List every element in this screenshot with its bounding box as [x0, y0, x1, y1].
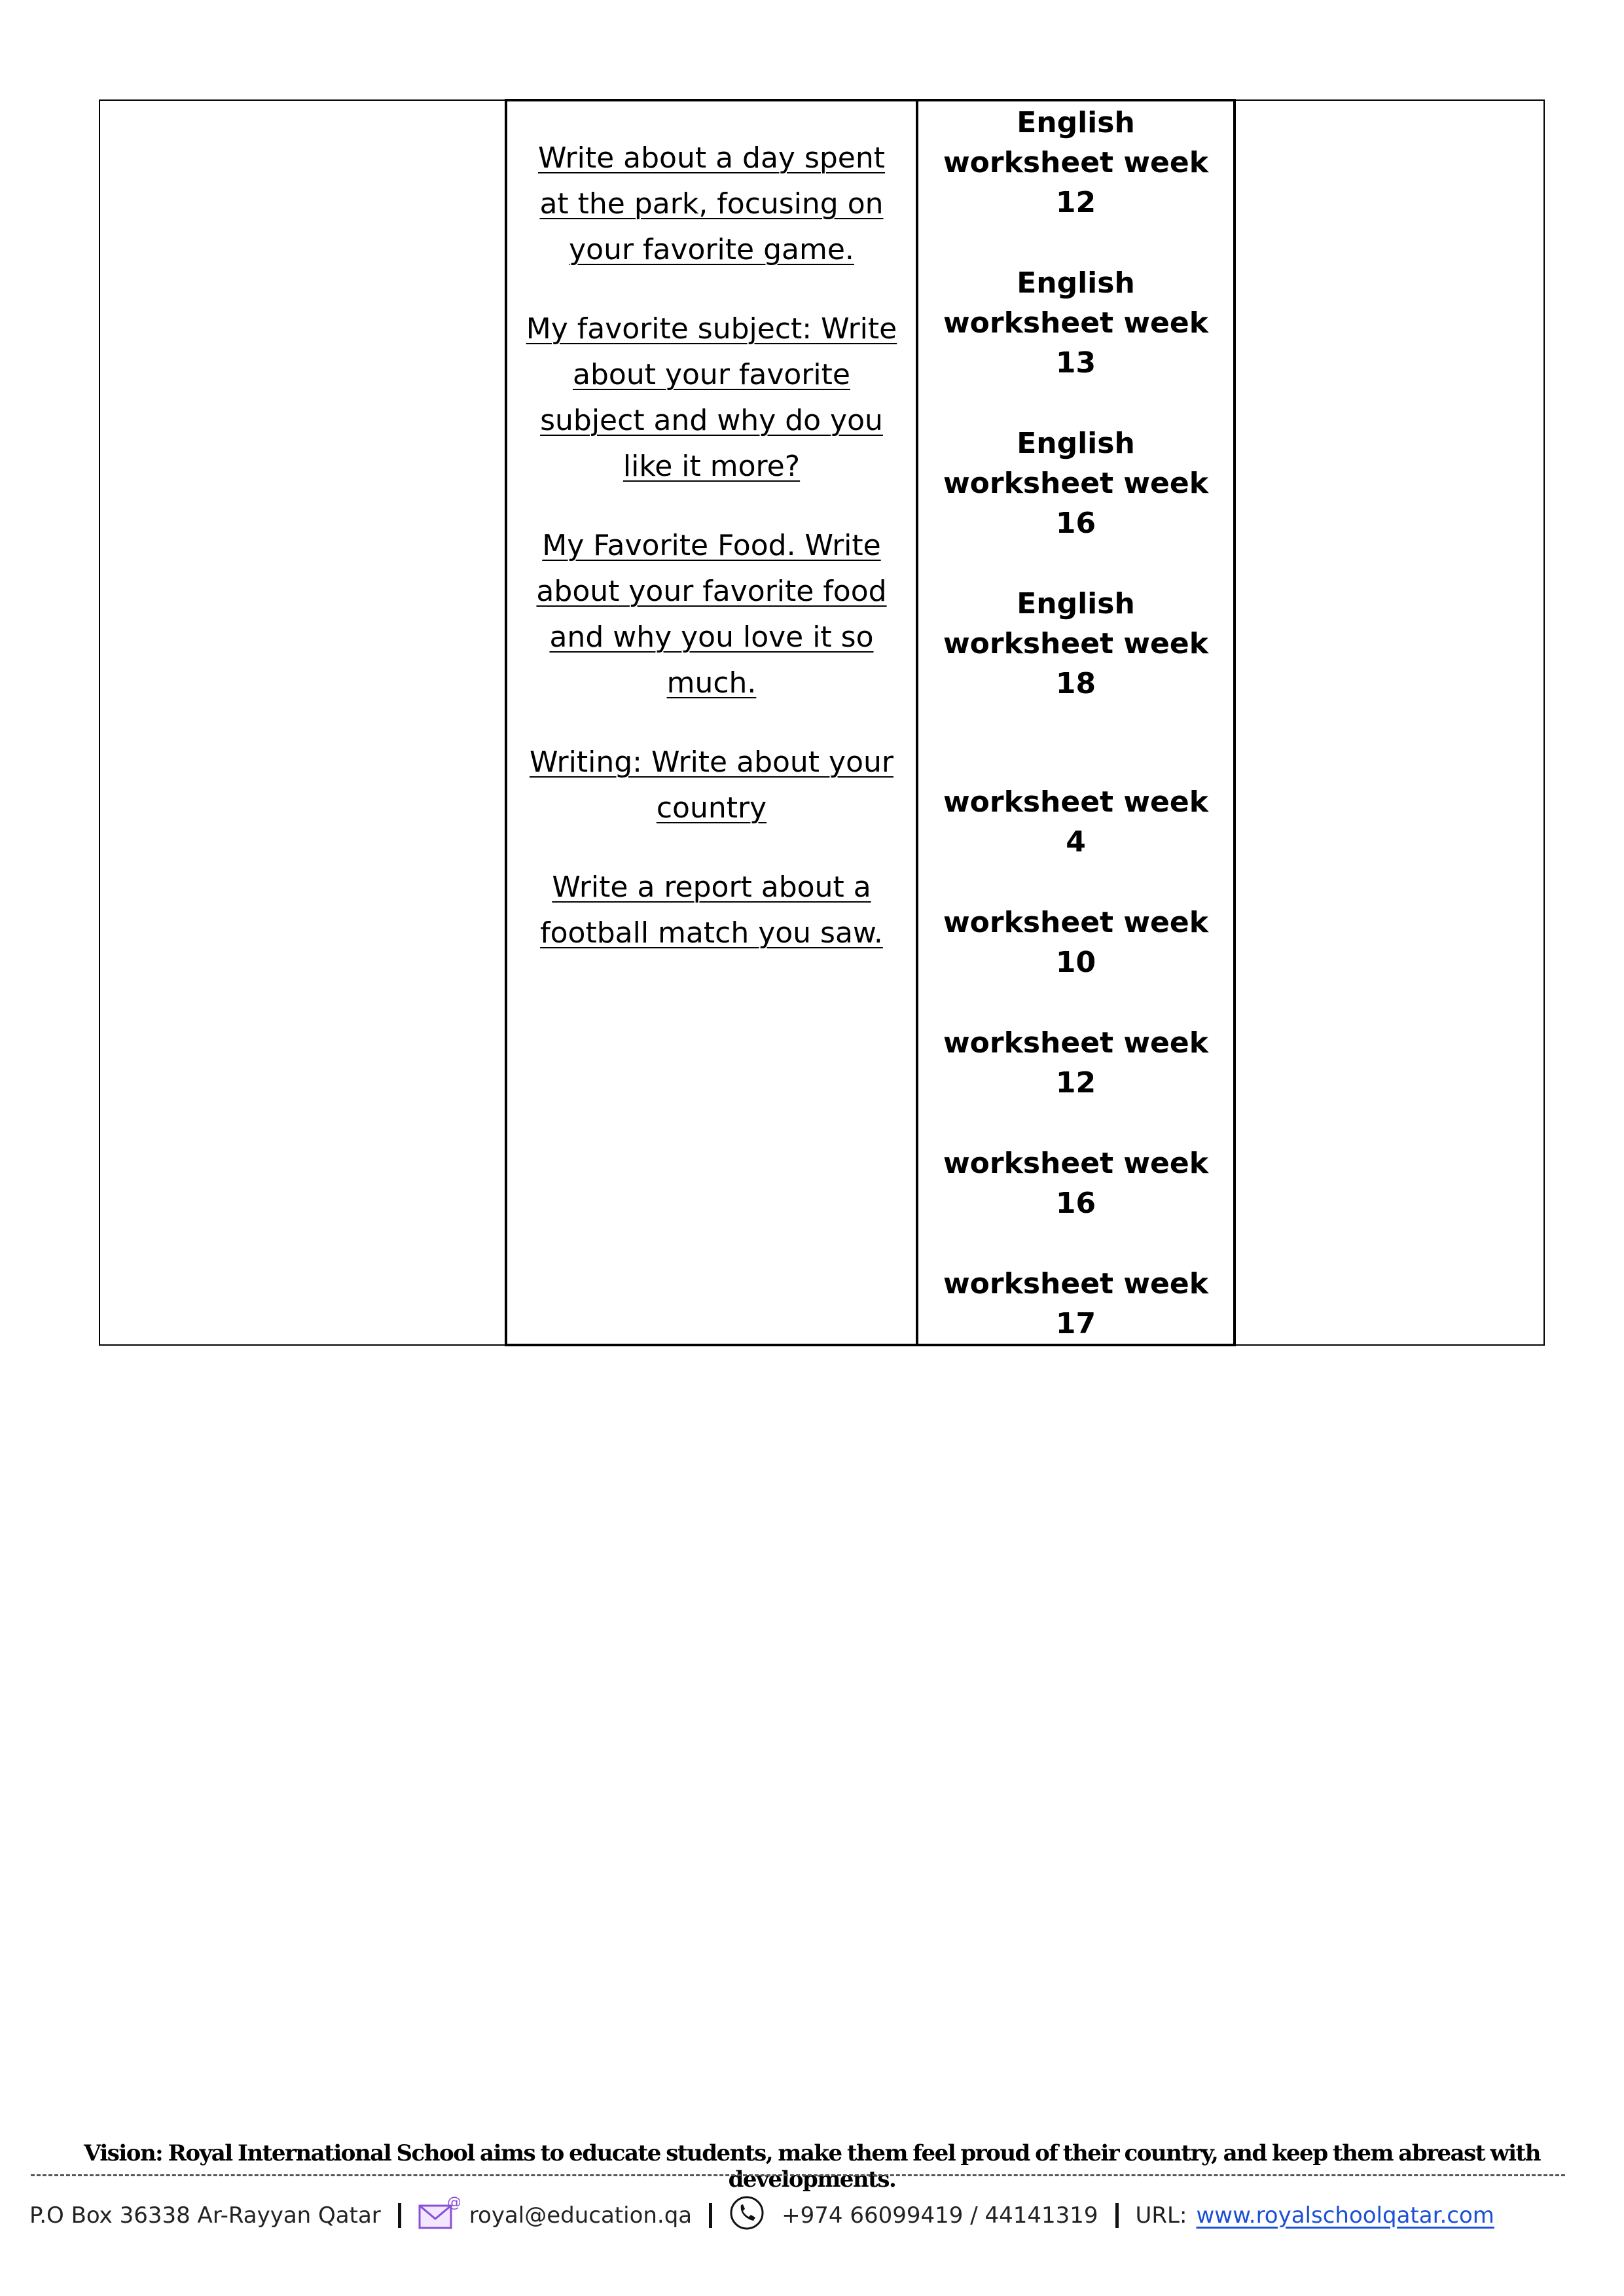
worksheet-item: worksheet week 12: [943, 1026, 1208, 1100]
svg-text:@: @: [446, 2195, 460, 2211]
separator: [709, 2203, 712, 2228]
worksheet-item: English worksheet week 16: [943, 427, 1208, 540]
separator: [398, 2203, 401, 2228]
worksheet-item: English worksheet week 13: [943, 266, 1208, 380]
writing-prompt: Writing: Write about your country: [530, 745, 893, 825]
phone-icon: [729, 2195, 765, 2236]
writing-prompt: Write about a day spent at the park, focusing on your favorite game.: [537, 141, 886, 266]
writing-prompt: My favorite subject: Write about your favorite subject and why do you like it more?: [526, 312, 897, 483]
email-link[interactable]: royal@education.qa: [469, 2202, 693, 2229]
worksheet-item: English worksheet week 18: [943, 587, 1208, 700]
empty-cell-left: [99, 100, 506, 1345]
worksheet-item: English worksheet week 12: [943, 106, 1208, 219]
writing-prompts-cell: [506, 100, 917, 1345]
empty-cell-right: [1235, 100, 1544, 1345]
vision-statement: Vision: Royal International School aims to educate students, make them feel proud of their country, and keep them abreast with developments.: [84, 2140, 1540, 2193]
footer-divider: [31, 2174, 1565, 2176]
worksheets-cell: [917, 100, 1235, 1345]
curriculum-table: [99, 99, 1545, 1346]
worksheet-item: worksheet week 10: [943, 906, 1208, 979]
writing-prompts-list: [507, 101, 916, 956]
worksheets-list: [918, 101, 1233, 1344]
phone-number: +974 66099419 / 44141319: [782, 2202, 1098, 2229]
table-row: [99, 100, 1544, 1345]
separator: [1115, 2203, 1119, 2228]
worksheet-item: worksheet week 4: [943, 785, 1208, 859]
address-text: P.O Box 36338 Ar-Rayyan Qatar: [29, 2202, 381, 2229]
writing-prompt: Write a report about a football match you saw.: [540, 870, 883, 950]
email-icon: [418, 2195, 460, 2236]
worksheet-item: worksheet week 17: [943, 1267, 1208, 1340]
contact-bar: [29, 2189, 1600, 2242]
website-link[interactable]: www.royalschoolqatar.com: [1196, 2202, 1494, 2229]
writing-prompt: My Favorite Food. Write about your favorite food and why you love it so much.: [536, 529, 887, 700]
url-label: URL:: [1135, 2202, 1187, 2229]
worksheet-item: worksheet week 16: [943, 1147, 1208, 1220]
